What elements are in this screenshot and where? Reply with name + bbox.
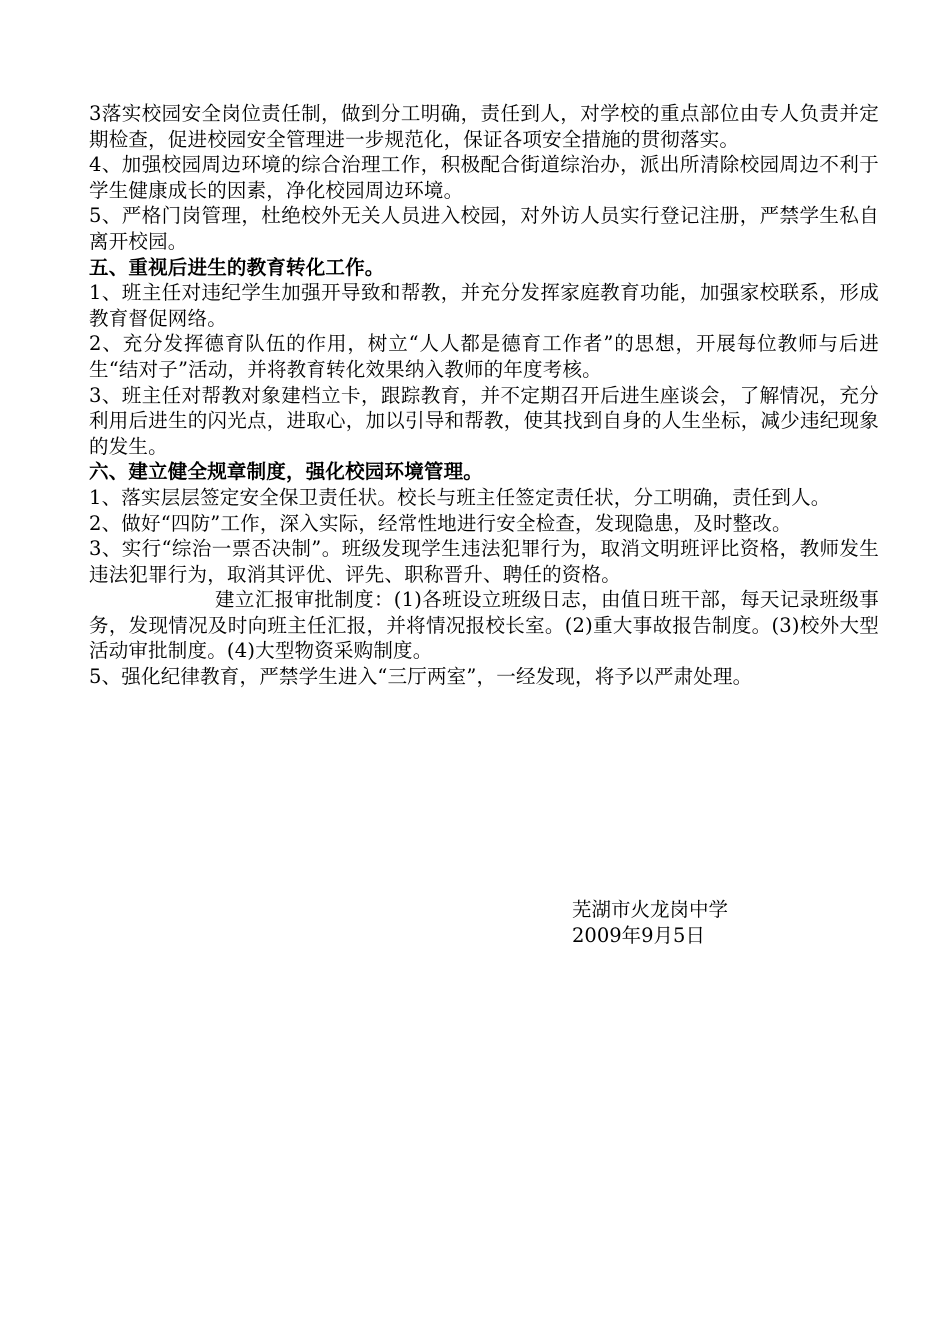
paragraph-item-5: 5、严格门岗管理，杜绝校外无关人员进入校园，对外访人员实行登记注册，严禁学生私自离开校园。 (89, 204, 879, 253)
paragraph-item-6-5: 5、强化纪律教育，严禁学生进入“三厅两室”，一经发现，将予以严肃处理。 (89, 665, 753, 689)
paragraph-item-3: 3落实校园安全岗位责任制，做到分工明确，责任到人，对学校的重点部位由专人负责并定期检查，促进校园安全管理进一步规范化，保证各项安全措施的贯彻落实。 (89, 102, 879, 151)
paragraph-item-6-3: 3、实行“综治一票否决制”。班级发现学生违法犯罪行为，取消文明班评比资格，教师发生违法犯罪行为，取消其评优、评先、职称晋升、聘任的资格。 (89, 537, 879, 586)
paragraph-item-4: 4、加强校园周边环境的综合治理工作，积极配合街道综治办，派出所清除校园周边不利于学生健康成长的因素，净化校园周边环境。 (89, 153, 879, 202)
paragraph-item-6-1: 1、落实层层签定安全保卫责任状。校长与班主任签定责任状，分工明确，责任到人。 (89, 485, 831, 509)
paragraph-item-5-3: 3、班主任对帮教对象建档立卡，跟踪教育，并不定期召开后进生座谈会，了解情况，充分利用后进生的闪光点，进取心，加以引导和帮教，使其找到自身的人生坐标，减少违纪现象的发生。 (89, 383, 879, 458)
paragraph-item-5-2: 2、充分发挥德育队伍的作用，树立“人人都是德育工作者”的思想，开展每位教师与后进生“结对子”活动，并将教育转化效果纳入教师的年度考核。 (89, 332, 879, 381)
signature-organization: 芜湖市火龙岗中学 (572, 898, 729, 921)
signature-block (572, 897, 728, 949)
section-heading-6: 六、建立健全规章制度，强化校园环境管理。 (89, 460, 484, 484)
section-heading-5: 五、重视后进生的教育转化工作。 (89, 255, 385, 279)
document-body (89, 101, 879, 690)
paragraph-item-5-1: 1、班主任对违纪学生加强开导致和帮教，并充分发挥家庭教育功能，加强家校联系，形成教育督促网络。 (89, 281, 879, 330)
paragraph-item-6-2: 2、做好“四防”工作，深入实际，经常性地进行安全检查，发现隐患，及时整改。 (89, 511, 792, 535)
signature-date: 2009年9月5日 (572, 924, 705, 947)
paragraph-reporting-system: 建立汇报审批制度：(1)各班设立班级日志，由值日班干部，每天记录班级事务，发现情况及时向班主任汇报，并将情况报校长室。(2)重大事故报告制度。(3)校外大型活动审批制度。(4)大型物资采购制度。 (89, 588, 879, 663)
